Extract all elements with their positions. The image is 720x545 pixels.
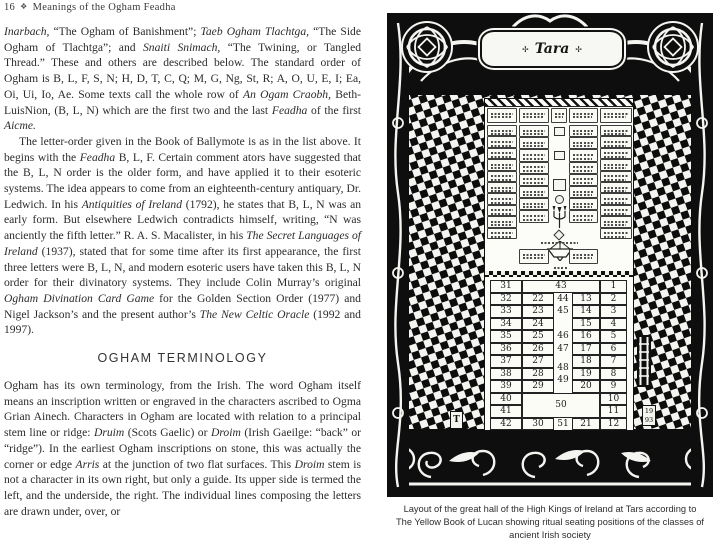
manuscript-bottom-cell bbox=[569, 249, 598, 264]
seat-24: 24 bbox=[522, 318, 554, 331]
seat-39: 39 bbox=[490, 380, 522, 393]
seat-41: 41 bbox=[490, 405, 522, 418]
banner-title: Tara bbox=[534, 41, 570, 57]
manuscript-cell bbox=[519, 125, 549, 137]
seat-32: 32 bbox=[490, 293, 522, 306]
manuscript-cell bbox=[600, 159, 632, 170]
seat-20: 20 bbox=[572, 380, 600, 393]
manuscript-cell bbox=[600, 171, 632, 182]
candelabrum-icon bbox=[551, 205, 568, 229]
seat-2: 2 bbox=[600, 293, 627, 306]
manuscript-zigzag-border bbox=[485, 99, 633, 107]
manuscript-cell bbox=[600, 148, 632, 159]
date-line-2: 93 bbox=[644, 416, 654, 424]
date-line-1: 19 bbox=[644, 407, 654, 415]
artist-monogram: T bbox=[450, 411, 463, 429]
gaelic-word-scribble bbox=[540, 240, 580, 245]
banner-cross-icon-right: ✢ bbox=[575, 44, 582, 54]
caption-line-2: The Yellow Book of Lucan showing ritual seating positions of the classes of bbox=[395, 517, 705, 527]
manuscript-cell bbox=[487, 159, 517, 170]
seat-36: 36 bbox=[490, 343, 522, 356]
running-header bbox=[4, 2, 361, 13]
seat-37: 37 bbox=[490, 355, 522, 368]
seat-21: 21 bbox=[572, 418, 600, 431]
hall-plan-panel bbox=[484, 98, 634, 431]
manuscript-table bbox=[485, 99, 633, 271]
body-paragraph-3: Ogham has its own terminology, from the Irish. The word Ogham itself means an inscription written or engraved in the characters ascribed to Ogma Grian Ainech. Characters in Ogham are located with relation to a principal stem line or ridge: Druim (Scots Gaelic) or Droim (Irish Gaeilge: “back” or “ridge”). In the earliest Ogham inscriptions on stone, this was actually the corner or edge Arris at the junction of two flat surfaces. This Droim stem is not a character in its own right, but only a guide. Its upper side is termed the left, and the underside, the right. The individual lines composing the letters are drawn under, over, or bbox=[4, 379, 362, 518]
manuscript-cell bbox=[487, 182, 517, 193]
seat-48: 48 bbox=[557, 362, 569, 373]
caption-line-3: ancient Irish society bbox=[509, 530, 591, 540]
seat-30: 30 bbox=[522, 418, 554, 431]
seat-44: 44 bbox=[557, 293, 569, 304]
seat-15: 15 bbox=[572, 318, 600, 331]
left-ornament-strip bbox=[387, 13, 409, 497]
manuscript-cell bbox=[519, 149, 549, 161]
manuscript-cell bbox=[519, 137, 549, 149]
manuscript-cell bbox=[569, 210, 598, 222]
running-title: Meanings of the Ogham Feadha bbox=[32, 2, 176, 13]
body-paragraph-2: The letter-order given in the Book of Ballymote is as in the list above. It begins with the Feadha B, L, F. Certain comment ators have suggested that the B, L, N order is the older form, and have applied it to their esoteric systems. The idea appears to come from an eighteenth-century antiquary, Dr. Ledwich. In his Antiquities of Ireland (1792), he states that B, L, N was an early form. But elsewhere Ledwich contradicts himself, writing, “N was anciently the fifth letter.” R. A. S. Macalister, in his The Secret Languages of Ireland (1937), stated that for some time after its first appearance, the first three letters were B, L, N, and modern esoteric users have taken this B, L, N order for their divinatory systems. They include Colin Murray’s original Ogham Divination Card Game for the Golden Section Order (1977) and Nigel Jackson’s and the present author’s The New Celtic Oracle (1992 and 1997). bbox=[4, 134, 362, 337]
seat-51: 51 bbox=[557, 418, 569, 429]
manuscript-cell bbox=[569, 137, 598, 149]
seat-28: 28 bbox=[522, 368, 554, 381]
figure-caption bbox=[388, 503, 712, 542]
manuscript-cell bbox=[569, 162, 598, 174]
seat-18: 18 bbox=[572, 355, 600, 368]
manuscript-cell bbox=[519, 162, 549, 174]
seat-49: 49 bbox=[557, 375, 569, 385]
manuscript-cell bbox=[600, 136, 632, 147]
seat-19: 19 bbox=[572, 368, 600, 381]
seat-43: 43 bbox=[522, 280, 600, 293]
manuscript-cell bbox=[569, 198, 598, 210]
seat-45: 45 bbox=[557, 306, 569, 317]
seat-47: 47 bbox=[557, 343, 569, 354]
seat-50: 50 bbox=[522, 393, 600, 418]
manuscript-cell bbox=[487, 136, 517, 147]
knotwork-medallion-top-left bbox=[399, 19, 455, 75]
lamp-box-icon bbox=[554, 151, 565, 160]
seat-12: 12 bbox=[600, 418, 627, 431]
manuscript-header-cell bbox=[551, 108, 567, 123]
seat-13: 13 bbox=[572, 293, 600, 306]
seat-22: 22 bbox=[522, 293, 554, 306]
page-number: 16 bbox=[4, 2, 16, 13]
knotwork-medallion-top-right bbox=[645, 19, 701, 75]
section-heading: OGHAM TERMINOLOGY bbox=[97, 351, 268, 366]
manuscript-cell bbox=[600, 228, 632, 239]
manuscript-cell bbox=[519, 186, 549, 198]
manuscript-cell bbox=[569, 149, 598, 161]
seat-38: 38 bbox=[490, 368, 522, 381]
tiny-gaelic-word-scribble bbox=[553, 265, 567, 270]
manuscript-cell bbox=[487, 193, 517, 204]
seat-29: 29 bbox=[522, 380, 554, 393]
seat-31: 31 bbox=[490, 280, 522, 293]
seat-4: 4 bbox=[600, 318, 627, 331]
tara-hall-figure bbox=[387, 13, 713, 497]
manuscript-cell bbox=[519, 210, 549, 222]
manuscript-header-cell bbox=[519, 108, 549, 123]
manuscript-cell bbox=[519, 174, 549, 186]
lamp-box-icon bbox=[554, 127, 565, 136]
manuscript-cell bbox=[487, 216, 517, 227]
seat-17: 17 bbox=[572, 343, 600, 356]
seat-25: 25 bbox=[522, 330, 554, 343]
manuscript-cell bbox=[569, 174, 598, 186]
manuscript-cell bbox=[569, 186, 598, 198]
seat-14: 14 bbox=[572, 305, 600, 318]
manuscript-cell bbox=[519, 198, 549, 210]
panel-divider-pattern bbox=[485, 271, 633, 277]
seat-1: 1 bbox=[600, 280, 627, 293]
manuscript-cell bbox=[487, 228, 517, 239]
seating-grid bbox=[490, 280, 627, 430]
artist-date-mark bbox=[642, 405, 656, 426]
seat-42: 42 bbox=[490, 418, 522, 431]
text-column bbox=[4, 2, 361, 519]
seat-8: 8 bbox=[600, 368, 627, 381]
manuscript-cell bbox=[600, 182, 632, 193]
manuscript-cell bbox=[487, 205, 517, 216]
right-ornament-strip bbox=[691, 13, 713, 497]
seat-9: 9 bbox=[600, 380, 627, 393]
banner-cross-icon-left: ✢ bbox=[521, 44, 529, 54]
seat-33: 33 bbox=[490, 305, 522, 318]
manuscript-cell bbox=[600, 216, 632, 227]
manuscript-cell bbox=[600, 193, 632, 204]
bottom-ornament-band bbox=[387, 429, 713, 497]
diamond-icon bbox=[553, 229, 564, 240]
manuscript-bottom-cell bbox=[519, 249, 549, 264]
seat-46: 46 bbox=[557, 331, 569, 342]
tara-banner bbox=[480, 30, 624, 68]
manuscript-header-cell bbox=[600, 108, 632, 123]
seat-7: 7 bbox=[600, 355, 627, 368]
seat-16: 16 bbox=[572, 330, 600, 343]
manuscript-cell bbox=[487, 148, 517, 159]
seat-5: 5 bbox=[600, 330, 627, 343]
manuscript-header-cell bbox=[569, 108, 598, 123]
seat-34: 34 bbox=[490, 318, 522, 331]
seat-11: 11 bbox=[600, 405, 627, 418]
manuscript-cell bbox=[600, 125, 632, 136]
seat-3: 3 bbox=[600, 305, 627, 318]
seat-23: 23 bbox=[522, 305, 554, 318]
body-paragraph-1: Inarbach, “The Ogham of Banishment”; Taeb Ogham Tlachtga, “The Side Ogham of Tlachtga”; and Snaiti Snimach, “The Twining, or Tangled Thread.” These and others are described below. The standard order of Ogham is B, L, F, S, N; H, D, T, C, Q; M, G, Ng, St, R; A, O, U, E, I; Ea, Oi, Ui, Io, Ae. Some texts call the whole row of An Ogam Craobh, Beth-LuisNion, (B, L, N) which are the first two and the last Feadha of the first Aicme. bbox=[4, 25, 362, 133]
manuscript-cell bbox=[569, 125, 598, 137]
vessel-icon bbox=[555, 195, 564, 204]
ladder-icon bbox=[637, 335, 651, 387]
manuscript-header-cell bbox=[487, 108, 517, 123]
seat-35: 35 bbox=[490, 330, 522, 343]
seat-26: 26 bbox=[522, 343, 554, 356]
seat-40: 40 bbox=[490, 393, 522, 406]
manuscript-cell bbox=[487, 171, 517, 182]
seat-10: 10 bbox=[600, 393, 627, 406]
seat-27: 27 bbox=[522, 355, 554, 368]
header-ornament-icon: ❖ bbox=[20, 2, 28, 11]
manuscript-cell bbox=[487, 125, 517, 136]
manuscript-cell bbox=[600, 205, 632, 216]
lamp-box-icon bbox=[553, 179, 566, 191]
seat-6: 6 bbox=[600, 343, 627, 356]
caption-line-1: Layout of the great hall of the High Kings of Ireland at Tars according to bbox=[403, 504, 697, 514]
